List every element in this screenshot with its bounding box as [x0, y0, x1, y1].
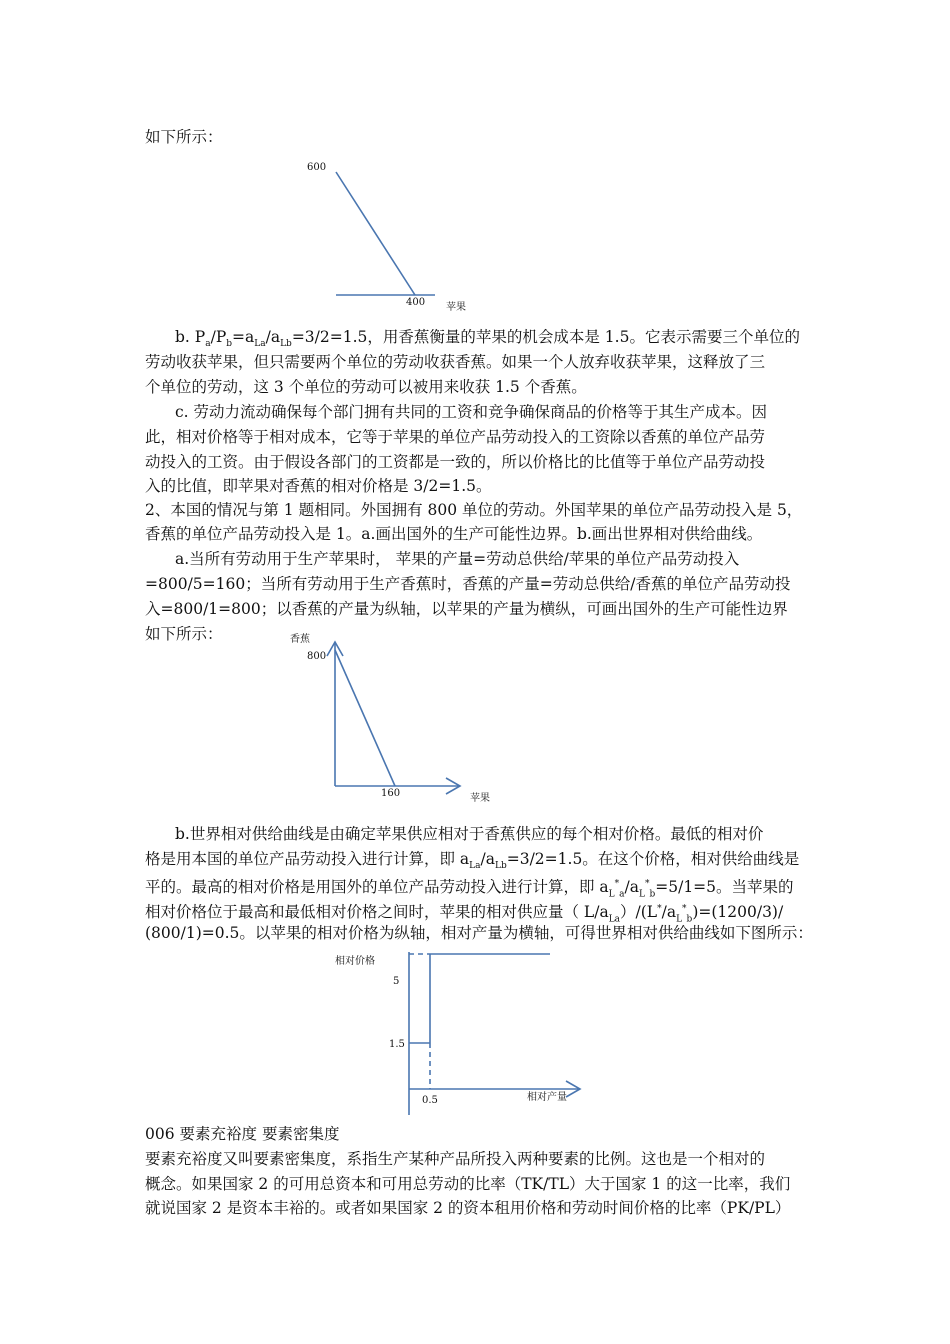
text-line: 劳动收获苹果，但只需要两个单位的劳动收获香蕉。如果一个人放弃收获苹果，这释放了三: [145, 353, 766, 371]
text-line: 平的。最高的相对价格是用国外的单位产品劳动投入进行计算，即 $a_L^*_a/a_L^*_b=5/1=5$。当苹果的: [145, 878, 794, 900]
text-line: b.世界相对供给曲线是由确定苹果供应相对于香蕉供应的每个相对价格。最低的相对价: [175, 825, 764, 843]
text-line: 就说国家 2 是资本丰裕的。或者如果国家 2 的资本租用价格和劳动时间价格的比率（PK/PL）: [145, 1199, 791, 1217]
x-tick-label: 0.5: [422, 1095, 438, 1106]
chart-relative-supply: [335, 948, 595, 1118]
text-line: =800/5=160；当所有劳动用于生产香蕉时，香蕉的产量=劳动总供给/香蕉的单位产品劳动投: [145, 575, 791, 593]
text-line: 格是用本国的单位产品劳动投入进行计算，即 $a_{La}/a_{Lb}=3/2=1.5$。在这个价格，相对供给曲线是: [145, 850, 800, 872]
text-line: 如下所示：: [145, 128, 223, 146]
text-line: 入的比值，即苹果对香蕉的相对价格是 3/2=1.5。: [145, 477, 492, 495]
chart-home-ppf: [300, 155, 500, 320]
x-tick-label: 160: [381, 788, 401, 799]
text-line: 个单位的劳动，这 3 个单位的劳动可以被用来收获 1.5 个香蕉。: [145, 378, 587, 396]
text-line: b. $P_a/P_b=a_{La}/a_{Lb}=3/2=1.5$，用香蕉衡量的苹果的机会成本是 1.5。它表示需要三个单位的: [175, 328, 800, 350]
text-line: 相对价格位于最高和最低相对价格之间时，苹果的相对供应量（ $L/a_{La})/(L^*/a_L^*_b)=(1200/3)/$: [145, 903, 784, 925]
section-heading: 006 要素充裕度 要素密集度: [145, 1125, 340, 1143]
text-line: (800/1)=0.5。以苹果的相对价格为纵轴，相对产量为横轴，可得世界相对供给曲线如下图所示：: [145, 924, 813, 942]
x-axis-label: 相对产量: [527, 1092, 567, 1103]
text-line: 概念。如果国家 2 的可用总资本和可用总劳动的比率（TK/TL）大于国家 1 的这一比率，我们: [145, 1175, 791, 1193]
text-line: 2、本国的情况与第 1 题相同。外国拥有 800 单位的劳动。外国苹果的单位产品劳动投入是 5，: [145, 501, 803, 519]
text-line: 香蕉的单位产品劳动投入是 1。a.画出国外的生产可能性边界。b.画出世界相对供给曲线。: [145, 525, 763, 543]
y-tick-label: 1.5: [389, 1039, 405, 1050]
x-tick-label: 400: [406, 297, 426, 308]
x-axis-label: 苹果: [470, 793, 490, 804]
text-line: 要素充裕度又叫要素密集度，系指生产某种产品所投入两种要素的比例。这也是一个相对的: [145, 1150, 766, 1168]
y-tick-label: 600: [307, 162, 327, 173]
text-line: c. 劳动力流动确保每个部门拥有共同的工资和竞争确保商品的价格等于其生产成本。因: [175, 403, 768, 421]
y-tick-label: 5: [393, 976, 400, 987]
ppf-line: [336, 172, 415, 295]
chart-foreign-ppf: [290, 628, 510, 808]
y-axis-label: 香蕉: [290, 634, 310, 645]
y-axis-label: 相对价格: [335, 956, 375, 967]
text-line: 如下所示：: [145, 625, 223, 643]
y-tick-label: 800: [307, 651, 327, 662]
x-axis-label: 苹果: [446, 302, 466, 313]
text-line: 此，相对价格等于相对成本，它等于苹果的单位产品劳动投入的工资除以香蕉的单位产品劳: [145, 428, 766, 446]
ppf-line: [335, 650, 395, 786]
text-line: 动投入的工资。由于假设各部门的工资都是一致的，所以价格比的比值等于单位产品劳动投: [145, 453, 766, 471]
text-line: 入=800/1=800；以香蕉的产量为纵轴，以苹果的产量为横纵，可画出国外的生产可能性边界: [145, 600, 788, 618]
text-line: a.当所有劳动用于生产苹果时， 苹果的产量=劳动总供给/苹果的单位产品劳动投入: [175, 550, 740, 568]
